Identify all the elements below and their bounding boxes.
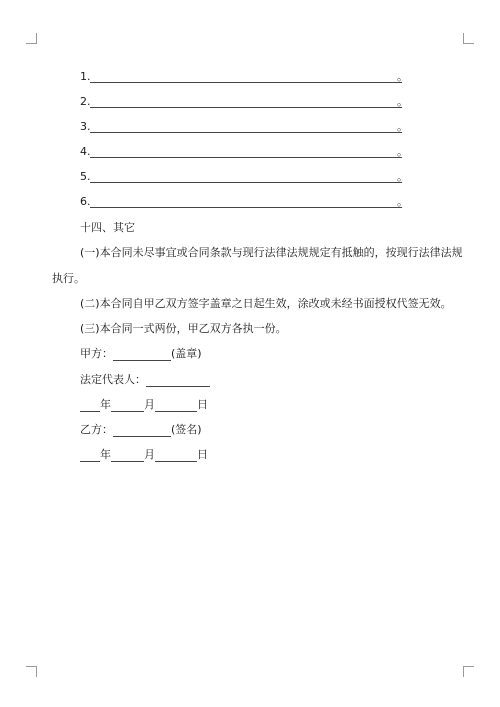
- clause-3: (三)本合同一式两份，甲乙双方各执一份。: [80, 322, 287, 335]
- item-number: 1.: [80, 70, 91, 83]
- item-number: 4.: [80, 145, 91, 158]
- party-a-seal-note: (盖章): [171, 347, 202, 360]
- party-a-blank[interactable]: [113, 348, 171, 361]
- day-label: 日: [197, 398, 208, 411]
- numbered-blank-line: [80, 170, 410, 184]
- party-b-line: [80, 423, 202, 437]
- legal-rep-label: 法定代表人：: [80, 373, 146, 386]
- item-number: 6.: [80, 195, 91, 208]
- day-blank[interactable]: [155, 449, 197, 462]
- numbered-blank-line: [80, 195, 410, 209]
- numbered-blank-line: [80, 70, 410, 84]
- month-label: 月: [144, 448, 155, 461]
- corner-mark-top-left: [26, 33, 37, 44]
- month-blank[interactable]: [111, 449, 144, 462]
- legal-rep-line: [80, 373, 210, 387]
- date-line-b: [80, 448, 208, 462]
- party-b-sign-note: (签名): [171, 423, 202, 436]
- year-blank[interactable]: [80, 399, 100, 412]
- period-mark: 。: [397, 195, 408, 208]
- corner-mark-bottom-left: [26, 666, 37, 677]
- fill-in-blank[interactable]: [90, 82, 402, 83]
- day-blank[interactable]: [155, 399, 197, 412]
- fill-in-blank[interactable]: [90, 207, 402, 208]
- clause-2: (二)本合同自甲乙双方签字盖章之日起生效，涂改或未经书面授权代签无效。: [80, 297, 452, 310]
- year-label: 年: [100, 448, 111, 461]
- year-blank[interactable]: [80, 449, 100, 462]
- party-b-blank[interactable]: [113, 424, 171, 437]
- item-number: 2.: [80, 95, 91, 108]
- clause-1-line-1: (一)本合同未尽事宜或合同条款与现行法律法规规定有抵触的，按现行法律法规: [80, 246, 463, 259]
- period-mark: 。: [397, 145, 408, 158]
- clause-1-line-2: 执行。: [52, 272, 85, 285]
- year-label: 年: [100, 398, 111, 411]
- numbered-blank-line: [80, 120, 410, 134]
- period-mark: 。: [397, 95, 408, 108]
- fill-in-blank[interactable]: [90, 182, 402, 183]
- period-mark: 。: [397, 120, 408, 133]
- fill-in-blank[interactable]: [90, 132, 402, 133]
- corner-mark-bottom-right: [463, 666, 474, 677]
- day-label: 日: [197, 448, 208, 461]
- legal-rep-blank[interactable]: [146, 374, 210, 387]
- fill-in-blank[interactable]: [90, 157, 402, 158]
- date-line-a: [80, 398, 208, 412]
- corner-mark-top-right: [463, 33, 474, 44]
- section-heading: 十四、其它: [80, 221, 135, 234]
- period-mark: 。: [397, 70, 408, 83]
- party-b-label: 乙方：: [80, 423, 113, 436]
- party-a-label: 甲方：: [80, 347, 113, 360]
- item-number: 5.: [80, 170, 91, 183]
- numbered-blank-line: [80, 145, 410, 159]
- party-a-line: [80, 347, 202, 361]
- month-label: 月: [144, 398, 155, 411]
- item-number: 3.: [80, 120, 91, 133]
- period-mark: 。: [397, 170, 408, 183]
- numbered-blank-line: [80, 95, 410, 109]
- fill-in-blank[interactable]: [90, 107, 402, 108]
- month-blank[interactable]: [111, 399, 144, 412]
